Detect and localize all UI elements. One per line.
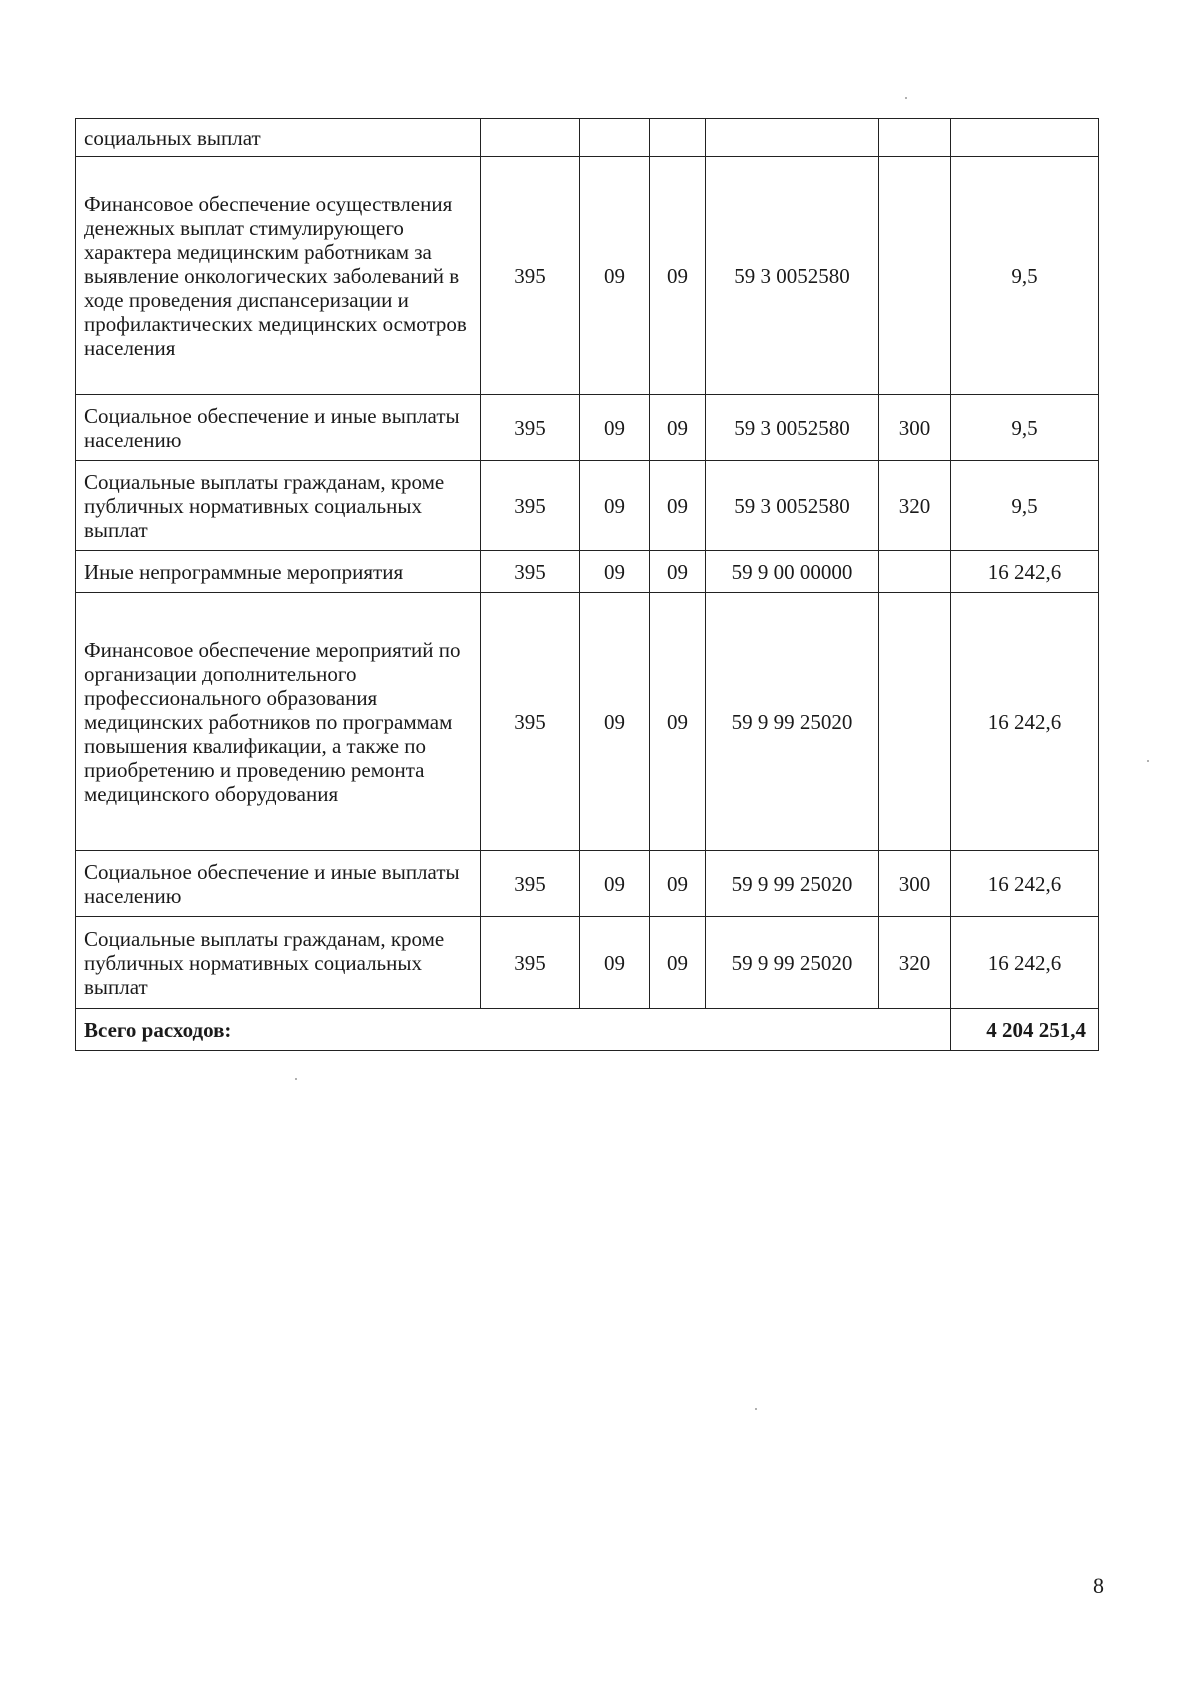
section-code (580, 119, 650, 157)
table-row (76, 119, 1099, 157)
row-name: Социальные выплаты гражданам, кроме публичных нормативных социальных выплат (76, 461, 481, 551)
scan-speck (1147, 760, 1149, 762)
expenditure-table (75, 118, 1099, 1051)
ministry-code (481, 119, 580, 157)
ministry-code: 395 (481, 157, 580, 395)
table-row (76, 157, 1099, 395)
amount: 16 242,6 (951, 917, 1099, 1009)
section-code: 09 (580, 461, 650, 551)
expense-type-code: 300 (879, 851, 951, 917)
subsection-code: 09 (650, 593, 706, 851)
section-code: 09 (580, 851, 650, 917)
amount: 9,5 (951, 461, 1099, 551)
table-row (76, 461, 1099, 551)
amount: 9,5 (951, 157, 1099, 395)
ministry-code: 395 (481, 395, 580, 461)
row-name: социальных выплат (76, 119, 481, 157)
amount: 16 242,6 (951, 851, 1099, 917)
scan-speck (905, 97, 907, 99)
subsection-code: 09 (650, 461, 706, 551)
row-name: Социальное обеспечение и иные выплаты населению (76, 395, 481, 461)
ministry-code: 395 (481, 593, 580, 851)
table-row (76, 917, 1099, 1009)
target-article-code (706, 119, 879, 157)
total-amount: 4 204 251,4 (951, 1009, 1099, 1051)
amount: 16 242,6 (951, 551, 1099, 593)
target-article-code: 59 9 99 25020 (706, 917, 879, 1009)
table-row (76, 593, 1099, 851)
subsection-code: 09 (650, 917, 706, 1009)
section-code: 09 (580, 157, 650, 395)
expense-type-code (879, 593, 951, 851)
row-name: Финансовое обеспечение осуществления денежных выплат стимулирующего характера медицинским работникам за выявление онкологических заболеваний в ходе проведения диспансеризации и профилактических медицинских осмотров населения (76, 157, 481, 395)
table-row (76, 395, 1099, 461)
ministry-code: 395 (481, 917, 580, 1009)
scan-speck (295, 1078, 297, 1080)
expense-type-code: 320 (879, 461, 951, 551)
subsection-code: 09 (650, 551, 706, 593)
expense-type-code (879, 119, 951, 157)
section-code: 09 (580, 395, 650, 461)
amount: 16 242,6 (951, 593, 1099, 851)
table-row (76, 551, 1099, 593)
subsection-code: 09 (650, 157, 706, 395)
scan-speck (755, 1408, 757, 1410)
target-article-code: 59 9 00 00000 (706, 551, 879, 593)
total-row (76, 1009, 1099, 1051)
target-article-code: 59 3 0052580 (706, 395, 879, 461)
section-code: 09 (580, 551, 650, 593)
amount (951, 119, 1099, 157)
expense-type-code (879, 551, 951, 593)
ministry-code: 395 (481, 851, 580, 917)
subsection-code: 09 (650, 851, 706, 917)
subsection-code: 09 (650, 395, 706, 461)
subsection-code (650, 119, 706, 157)
row-name: Социальные выплаты гражданам, кроме публичных нормативных социальных выплат (76, 917, 481, 1009)
page-number: 8 (1093, 1573, 1104, 1598)
target-article-code: 59 9 99 25020 (706, 593, 879, 851)
target-article-code: 59 3 0052580 (706, 461, 879, 551)
target-article-code: 59 9 99 25020 (706, 851, 879, 917)
target-article-code: 59 3 0052580 (706, 157, 879, 395)
section-code: 09 (580, 917, 650, 1009)
expense-type-code (879, 157, 951, 395)
section-code: 09 (580, 593, 650, 851)
ministry-code: 395 (481, 551, 580, 593)
amount: 9,5 (951, 395, 1099, 461)
ministry-code: 395 (481, 461, 580, 551)
row-name: Социальное обеспечение и иные выплаты населению (76, 851, 481, 917)
row-name: Иные непрограммные мероприятия (76, 551, 481, 593)
expense-type-code: 300 (879, 395, 951, 461)
table-row (76, 851, 1099, 917)
expense-type-code: 320 (879, 917, 951, 1009)
total-label: Всего расходов: (76, 1009, 951, 1051)
row-name: Финансовое обеспечение мероприятий по организации дополнительного профессионального образования медицинских работников по программам повышения квалификации, а также по приобретению и проведению ремонта медицинского оборудования (76, 593, 481, 851)
